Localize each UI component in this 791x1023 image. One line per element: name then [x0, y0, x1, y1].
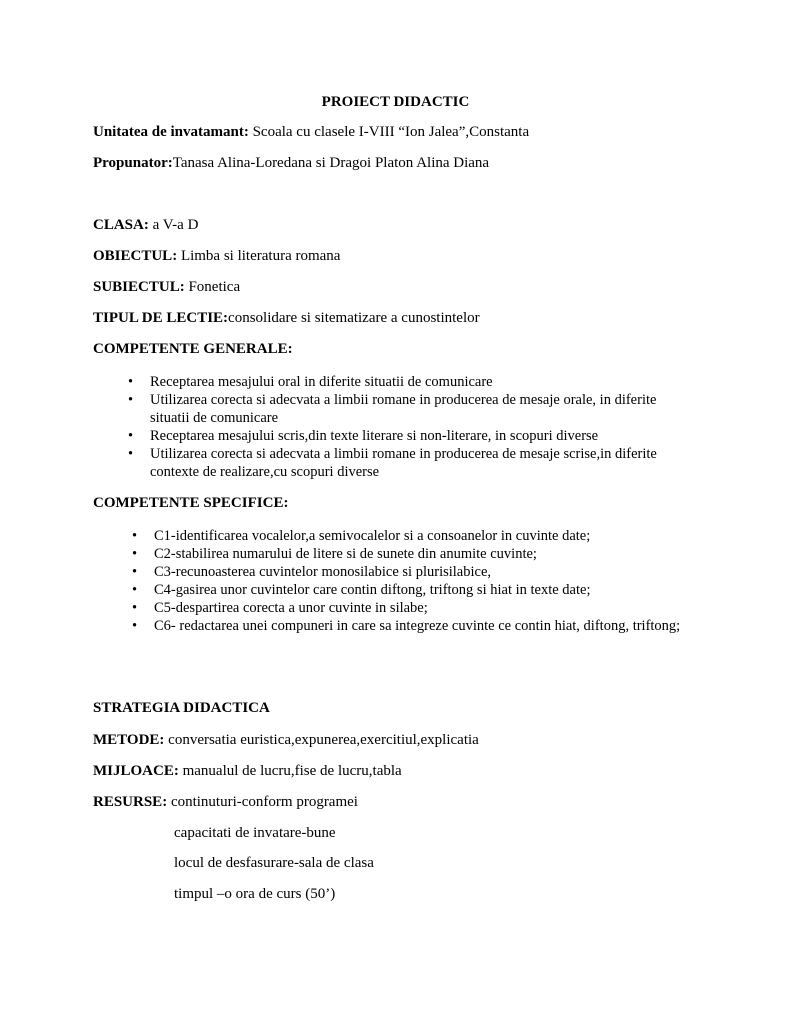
resurse-item: locul de desfasurare-sala de clasa — [174, 855, 374, 871]
list-item: • Receptarea mesajului oral in diferite situatii de comunicare — [128, 374, 493, 390]
bullet-icon: • — [132, 618, 138, 634]
list-item: • C2-stabilirea numarului de litere si de sunete din anumite cuvinte; — [132, 546, 537, 562]
bullet-icon: • — [132, 528, 138, 544]
tipul-label: TIPUL DE LECTIE: — [93, 310, 229, 326]
resurse-value: continuturi-conform programei — [167, 794, 358, 810]
list-item: • C1-identificarea vocalelor,a semivocalelor si a consoanelor in cuvinte date; — [132, 528, 591, 544]
competente-specifice-heading: COMPETENTE SPECIFICE: — [93, 495, 289, 511]
obiectul-line — [93, 248, 340, 265]
unitate-line — [93, 124, 529, 141]
propunator-line — [93, 155, 489, 172]
competente-specifice-list — [132, 527, 692, 635]
tipul-value: consolidare si sitematizare a cunostintelor — [228, 310, 480, 326]
list-item: • C6- redactarea unei compuneri in care sa integreze cuvinte ce contin hiat, diftong, triftong; — [132, 618, 681, 634]
clasa-label: CLASA: — [93, 217, 149, 233]
mijloace-label: MIJLOACE: — [93, 763, 179, 779]
metode-label: METODE: — [93, 732, 165, 748]
strategia-heading: STRATEGIA DIDACTICA — [93, 700, 270, 716]
list-item: • C3-recunoasterea cuvintelor monosilabice si plurisilabice, — [132, 564, 492, 580]
page-title: PROIECT DIDACTIC — [321, 94, 470, 110]
list-item: • C4-gasirea unor cuvintelor care contin diftong, triftong si hiat in texte date; — [132, 582, 591, 598]
clasa-line — [93, 217, 198, 234]
subiectul-label: SUBIECTUL: — [93, 279, 185, 295]
competente-generale-heading: COMPETENTE GENERALE: — [93, 341, 293, 357]
resurse-item: timpul –o ora de curs (50’) — [174, 886, 336, 902]
bullet-icon: • — [132, 600, 138, 616]
list-item: • Utilizarea corecta si adecvata a limbii romane in producerea de mesaje orale, in diferite situatii de comunicare — [128, 392, 657, 426]
list-item: • Utilizarea corecta si adecvata a limbii romane in producerea de mesaje scrise,in diferite contexte de realizare,cu scopuri diverse — [128, 446, 657, 480]
competente-generale-list — [128, 373, 688, 481]
list-item: • Receptarea mesajului scris,din texte literare si non-literare, in scopuri diverse — [128, 428, 599, 444]
bullet-icon: • — [132, 546, 138, 562]
bullet-icon: • — [128, 392, 134, 408]
tipul-line — [93, 310, 480, 327]
bullet-icon: • — [128, 446, 134, 462]
obiectul-label: OBIECTUL: — [93, 248, 178, 264]
propunator-value: Tanasa Alina-Loredana si Dragoi Platon Alina Diana — [172, 155, 490, 171]
subiectul-line — [93, 279, 240, 296]
bullet-icon: • — [132, 582, 138, 598]
resurse-line — [93, 794, 358, 811]
list-item: • C5-despartirea corecta a unor cuvinte in silabe; — [132, 600, 428, 616]
mijloace-line — [93, 763, 402, 780]
subiectul-value: Fonetica — [184, 279, 241, 295]
unitate-label: Unitatea de invatamant: — [93, 124, 249, 140]
propunator-label: Propunator: — [93, 155, 173, 171]
bullet-icon: • — [128, 428, 134, 444]
bullet-icon: • — [128, 374, 134, 390]
metode-value: conversatia euristica,expunerea,exercitiul,explicatia — [164, 732, 479, 748]
bullet-icon: • — [132, 564, 138, 580]
metode-line — [93, 732, 479, 749]
resurse-item: capacitati de invatare-bune — [174, 825, 336, 841]
mijloace-value: manualul de lucru,fise de lucru,tabla — [178, 763, 402, 779]
resurse-label: RESURSE: — [93, 794, 168, 810]
clasa-value: a V-a D — [148, 217, 199, 233]
obiectul-value: Limba si literatura romana — [177, 248, 341, 264]
unitate-value: Scoala cu clasele I-VIII “Ion Jalea”,Constanta — [248, 124, 530, 140]
